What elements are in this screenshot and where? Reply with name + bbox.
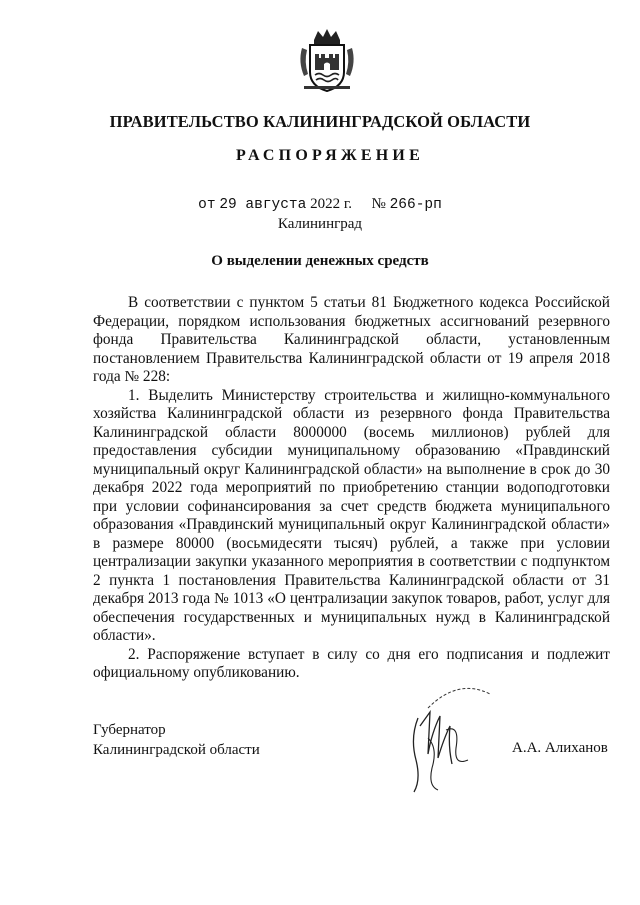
date-year: 2022 г.	[310, 196, 353, 212]
city: Калининград	[277, 216, 363, 232]
number-sign: №	[371, 196, 386, 212]
signatory-name: А.А. Алиханов	[512, 740, 608, 756]
date-prefix: от	[198, 197, 216, 213]
coat-of-arms-icon	[296, 28, 358, 94]
date-number-line	[0, 196, 640, 213]
document-subject: О выделении денежных средств	[211, 253, 429, 269]
intro-paragraph: В соответствии с пунктом 5 статьи 81 Бюджетного кодекса Российской Федерации, порядком использования бюджетных ассигнований резервного фонда Правительства Калининградской области, установленным постановлением Правительства Калининградской области от 19 апреля 2018 года № 228:	[93, 294, 610, 385]
handwritten-signature-icon	[388, 668, 503, 798]
date-day-month: 29 августа	[219, 197, 307, 213]
document-type: РАСПОРЯЖЕНИЕ	[236, 147, 424, 164]
document-body	[93, 294, 610, 683]
document-number: 266-рп	[389, 197, 442, 213]
item-1-paragraph: 1. Выделить Министерству строительства и жилищно-коммунального хозяйства Калининградской области из резервного фонда Правительства Калининградской области 8000000 (восемь миллионов) рублей для предоставления субсидии муниципальному образованию «Правдинский муниципальный округ Калининградской области» на выполнение в срок до 30 декабря 2022 года мероприятий по приобретению станции водоподготовки при условии софинансирования за счет средств бюджета муниципального образования «Правдинский муниципальный округ Калининградской области» в размере 80000 (восьмидесяти тысяч) рублей, а также при условии централизации закупки указанного мероприятия в соответствии с подпунктом 2 пункта 1 постановления Правительства Калининградской области от 31 декабря 2013 года № 1013 «О централизации закупок товаров, работ, услуг для обеспечения государственных и муниципальных нужд в Калининградской области».	[93, 386, 610, 644]
position-line-2: Калининградской области	[93, 742, 260, 758]
item-2-paragraph: 2. Распоряжение вступает в силу со дня его подписания и подлежит официальному опубликованию.	[93, 645, 610, 681]
government-title: ПРАВИТЕЛЬСТВО КАЛИНИНГРАДСКОЙ ОБЛАСТИ	[109, 112, 531, 131]
signatory-position	[93, 720, 260, 760]
position-line-1: Губернатор	[93, 722, 166, 738]
